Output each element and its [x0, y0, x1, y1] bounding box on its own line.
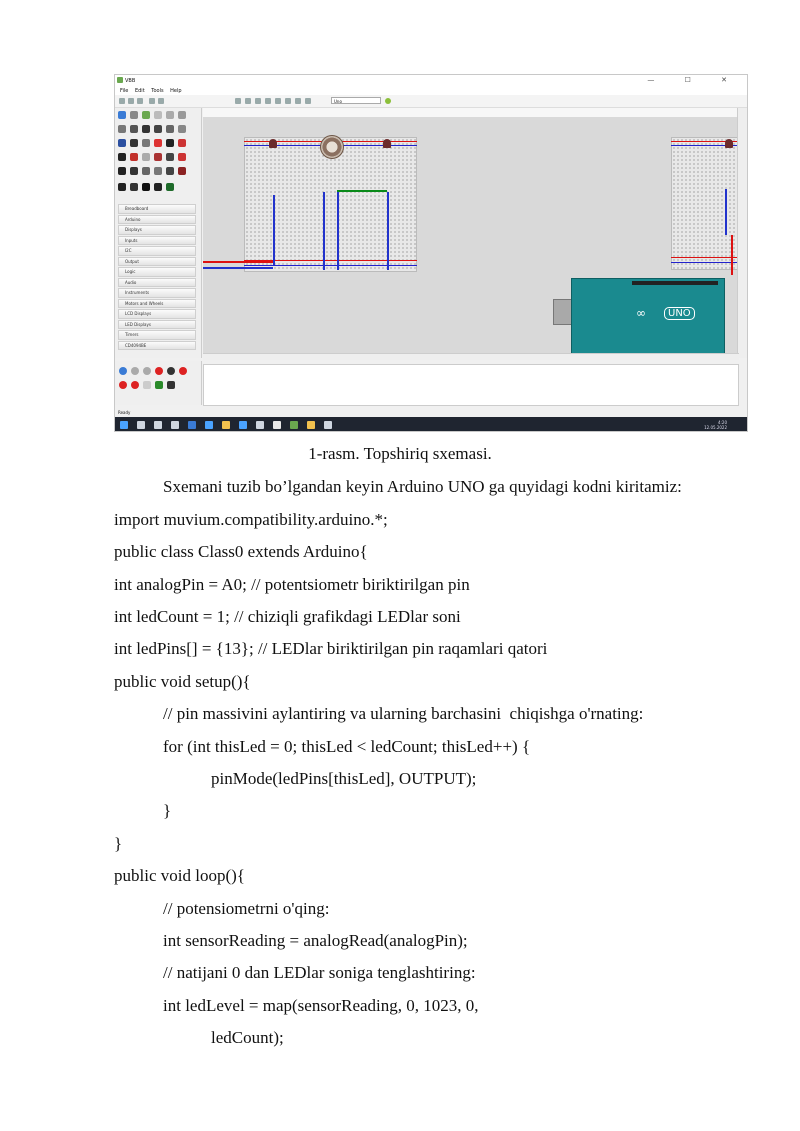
new-icon[interactable]: [119, 98, 125, 104]
tray-time: 4:20: [718, 420, 727, 425]
taskbar-app-icon[interactable]: [205, 421, 213, 429]
component-icon[interactable]: [118, 139, 126, 147]
component-icon[interactable]: [166, 153, 174, 161]
save-icon[interactable]: [137, 98, 143, 104]
component-icon[interactable]: [118, 125, 126, 133]
code-line: // potensiometrni o'qing:: [163, 899, 330, 918]
open-icon[interactable]: [128, 98, 134, 104]
taskbar-app-icon[interactable]: [307, 421, 315, 429]
component-icon[interactable]: [154, 153, 162, 161]
code-line: int analogPin = A0; // potentsiometr biriktirilgan pin: [114, 575, 470, 594]
horizontal-scrollbar[interactable]: [203, 353, 739, 360]
status-bar: Ready: [115, 408, 747, 417]
component-icon[interactable]: [154, 139, 162, 147]
component-icon[interactable]: [154, 183, 162, 191]
code-line: public void setup(){: [114, 672, 251, 691]
taskview-icon[interactable]: [154, 421, 162, 429]
rail-blue: [244, 265, 417, 266]
tray-date: 12.05.2022: [704, 425, 727, 430]
code-line: ledCount);: [211, 1028, 284, 1047]
category-audio[interactable]: Audio: [118, 278, 196, 288]
debug-controls: [115, 361, 202, 405]
taskbar-app-icon[interactable]: [188, 421, 196, 429]
debug-icon[interactable]: [143, 367, 151, 375]
arduino-board[interactable]: [571, 278, 725, 354]
component-icon[interactable]: [178, 167, 186, 175]
led-icon[interactable]: [383, 139, 391, 148]
wire: [337, 192, 339, 270]
wire: [387, 192, 389, 270]
component-icon[interactable]: [166, 183, 174, 191]
category-i2c[interactable]: I2C: [118, 246, 196, 256]
code-line: int sensorReading = analogRead(analogPin);: [163, 931, 468, 950]
debug-icon[interactable]: [167, 367, 175, 375]
component-icon[interactable]: [166, 167, 174, 175]
redo-icon[interactable]: [158, 98, 164, 104]
category-inputs[interactable]: Inputs: [118, 236, 196, 246]
system-tray[interactable]: [704, 420, 727, 430]
figure-caption: 1-rasm. Topshiriq sxemasi.: [308, 444, 492, 463]
code-line: int ledPins[] = {13}; // LEDlar biriktirilgan pin raqamlari qatori: [114, 639, 548, 658]
arduino-logo: ∞: [636, 306, 647, 320]
category-motors[interactable]: Motors and Wheels: [118, 299, 196, 309]
component-icon[interactable]: [118, 167, 126, 175]
code-line: public void loop(){: [114, 866, 245, 885]
led-icon[interactable]: [725, 139, 733, 148]
zoom-out-icon[interactable]: [275, 98, 281, 104]
os-taskbar: [115, 417, 747, 432]
app-icon: [117, 77, 123, 83]
paste-icon[interactable]: [255, 98, 261, 104]
taskbar-app-icon[interactable]: [290, 421, 298, 429]
code-line: int ledLevel = map(sensorReading, 0, 1023, 0,: [163, 996, 479, 1015]
arduino-model-label: UNO: [664, 307, 695, 320]
component-icon[interactable]: [154, 111, 162, 119]
debug-icon[interactable]: [155, 367, 163, 375]
taskbar-app-icon[interactable]: [324, 421, 332, 429]
debug-icon[interactable]: [119, 381, 127, 389]
component-icon[interactable]: [142, 183, 150, 191]
component-icon[interactable]: [166, 111, 174, 119]
pointer-icon[interactable]: [285, 98, 291, 104]
category-timers[interactable]: Timers: [118, 330, 196, 340]
component-icon[interactable]: [118, 183, 126, 191]
wire: [203, 267, 273, 269]
taskbar-app-icon[interactable]: [171, 421, 179, 429]
code-line: pinMode(ledPins[thisLed], OUTPUT);: [211, 769, 477, 788]
undo-icon[interactable]: [149, 98, 155, 104]
component-icon[interactable]: [142, 125, 150, 133]
component-icon[interactable]: [178, 111, 186, 119]
debug-icon[interactable]: [167, 381, 175, 389]
component-icon[interactable]: [142, 139, 150, 147]
component-icon[interactable]: [130, 111, 138, 119]
copy-icon[interactable]: [245, 98, 251, 104]
category-displays[interactable]: Displays: [118, 225, 196, 235]
code-line: public class Class0 extends Arduino{: [114, 542, 368, 561]
zoom-in-icon[interactable]: [265, 98, 271, 104]
wire: [273, 195, 275, 265]
debug-icon[interactable]: [179, 367, 187, 375]
debug-icon[interactable]: [131, 381, 139, 389]
code-line: // pin massivini aylantiring va ularning barchasini chiqishga o'rnating:: [163, 704, 644, 723]
category-led-displays[interactable]: LED Displays: [118, 320, 196, 330]
category-instruments[interactable]: Instruments: [118, 288, 196, 298]
folder-icon[interactable]: [222, 421, 230, 429]
toolbar: [115, 95, 747, 108]
wire: [337, 190, 387, 192]
code-line: }: [114, 834, 123, 853]
menu-help[interactable]: Help: [170, 88, 182, 94]
cut-icon[interactable]: [235, 98, 241, 104]
component-icon[interactable]: [130, 167, 138, 175]
code-line: // natijani 0 dan LEDlar soniga tenglashtiring:: [163, 963, 476, 982]
category-arduino[interactable]: Arduino: [118, 215, 196, 225]
component-icon[interactable]: [154, 125, 162, 133]
debug-icon[interactable]: [143, 381, 151, 389]
circuit-screenshot: [114, 74, 748, 432]
text-icon[interactable]: [305, 98, 311, 104]
debug-icon[interactable]: [155, 381, 163, 389]
output-pane[interactable]: [203, 364, 739, 406]
board-select[interactable]: Uno: [331, 97, 381, 104]
component-icon[interactable]: [130, 183, 138, 191]
category-breadboard[interactable]: Breadboard: [118, 204, 196, 214]
run-icon[interactable]: [385, 98, 391, 104]
component-icon[interactable]: [130, 153, 138, 161]
vertical-scrollbar[interactable]: [737, 108, 747, 358]
component-palette: [115, 108, 202, 358]
wire: [323, 192, 325, 270]
window-titlebar: [115, 75, 747, 86]
intro-paragraph: Sxemani tuzib bo’lgandan keyin Arduino UNO ga quyidagi kodni kiritamiz:: [163, 477, 682, 496]
code-line: for (int thisLed = 0; thisLed < ledCount; thisLed++) {: [163, 737, 531, 756]
category-output[interactable]: Output: [118, 257, 196, 267]
taskbar-app-icon[interactable]: [256, 421, 264, 429]
taskbar-app-icon[interactable]: [239, 421, 247, 429]
component-icon[interactable]: [178, 153, 186, 161]
menu-tools[interactable]: Tools: [151, 88, 164, 94]
component-icon[interactable]: [130, 139, 138, 147]
wire: [731, 235, 733, 275]
component-icon[interactable]: [154, 167, 162, 175]
component-icon[interactable]: [118, 111, 126, 119]
category-cd4094be[interactable]: CD4094BE: [118, 341, 196, 351]
component-icon[interactable]: [142, 167, 150, 175]
taskbar-app-icon[interactable]: [273, 421, 281, 429]
component-icon[interactable]: [130, 125, 138, 133]
component-icon[interactable]: [178, 139, 186, 147]
menu-edit[interactable]: Edit: [134, 88, 145, 94]
wire: [725, 189, 727, 235]
window-title: VBB: [125, 78, 136, 84]
component-icon[interactable]: [166, 125, 174, 133]
category-list: [118, 204, 196, 351]
wire: [203, 261, 273, 263]
code-line: }: [163, 801, 172, 820]
component-icon[interactable]: [142, 153, 150, 161]
component-icon[interactable]: [166, 139, 174, 147]
category-lcd-displays[interactable]: LCD Displays: [118, 309, 196, 319]
led-icon[interactable]: [269, 139, 277, 148]
start-icon[interactable]: [120, 421, 128, 429]
category-logic[interactable]: Logic: [118, 267, 196, 277]
window-controls[interactable]: — ☐ ✕: [647, 76, 741, 84]
wire-icon[interactable]: [295, 98, 301, 104]
component-icon[interactable]: [118, 153, 126, 161]
code-line: int ledCount = 1; // chiziqli grafikdagi LEDlar soni: [114, 607, 461, 626]
menu-file[interactable]: File: [120, 88, 129, 94]
debug-icon[interactable]: [131, 367, 139, 375]
component-icon[interactable]: [142, 111, 150, 119]
component-icon[interactable]: [178, 125, 186, 133]
search-icon[interactable]: [137, 421, 145, 429]
code-line: import muvium.compatibility.arduino.*;: [114, 510, 388, 529]
debug-icon[interactable]: [119, 367, 127, 375]
potentiometer-icon[interactable]: [320, 135, 344, 159]
pin-header: [632, 281, 718, 285]
component-icon-grid: [118, 111, 198, 201]
menu-bar: [115, 86, 747, 95]
